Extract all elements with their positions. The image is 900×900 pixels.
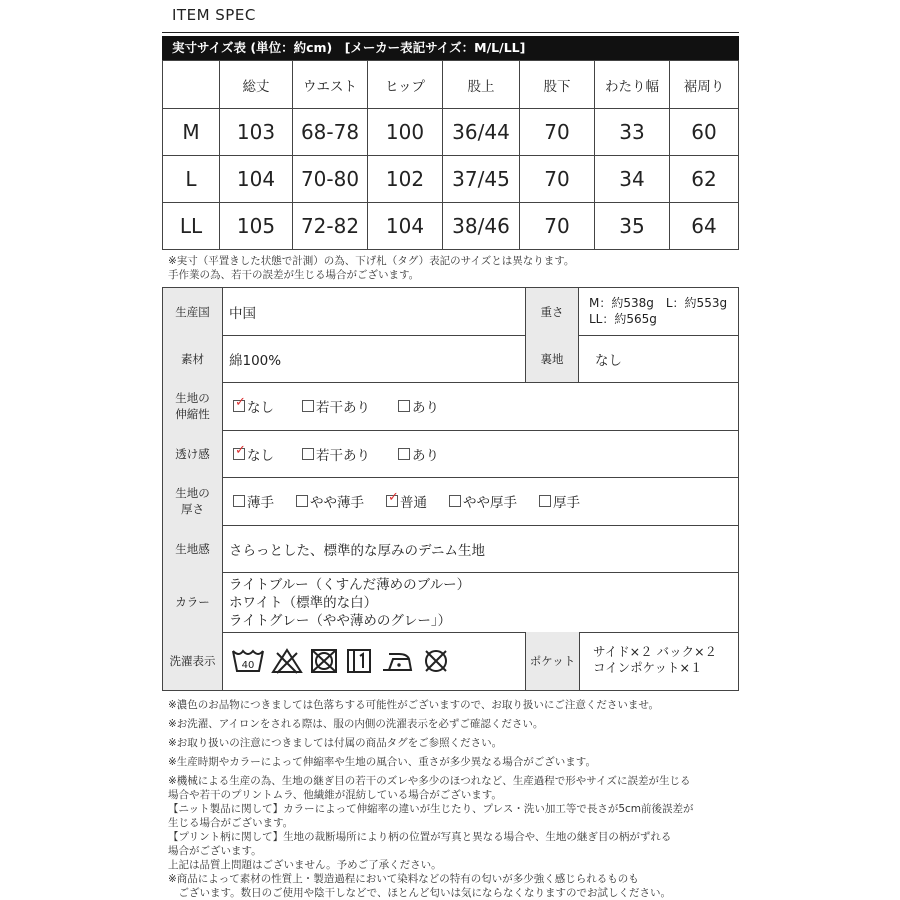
table-cell: 68-78: [293, 109, 368, 156]
table-cell: 64: [670, 203, 739, 250]
feel-label: 生地感: [163, 525, 223, 572]
checkbox: [449, 495, 461, 507]
size-note: ※実寸（平置きした状態で計測）の為、下げ札（タグ）表記のサイズとは異なります。: [168, 255, 575, 267]
option-label: やや薄手: [310, 495, 364, 511]
color-line: ホワイト（標準的な白）: [229, 595, 378, 611]
spec-row-material: [163, 335, 738, 383]
option-label: なし: [247, 447, 274, 464]
table-cell: 105: [220, 203, 293, 250]
footer-note: ※生産時期やカラーによって伸縮率や生地の風合い、重さが多少異なる場合がございます。: [168, 756, 596, 768]
stretch-options: [233, 382, 467, 430]
column-header: 総丈: [220, 61, 293, 109]
thickness-option: [386, 491, 427, 511]
table-cell: 102: [368, 156, 443, 203]
origin-value: 中国: [229, 306, 256, 322]
row-size: M: [163, 109, 220, 156]
pocket-label: ポケット: [525, 632, 580, 690]
option-label: あり: [412, 400, 439, 416]
size-note: 手作業の為、若干の誤差が生じる場合がございます。: [168, 269, 420, 281]
table-cell: 38/46: [443, 203, 520, 250]
option-label: 厚手: [553, 495, 580, 511]
feel-value: さらっとした、標準的な厚みのデニム生地: [229, 542, 485, 559]
color-value: [229, 572, 470, 636]
material-label: 素材: [163, 335, 223, 382]
spec-row-origin: [163, 288, 738, 336]
footer-note: ※商品によって素材の性質上・製造過程において染料などの特有の匂いが多少強く感じられるものも: [168, 873, 639, 885]
origin-label: 生産国: [163, 288, 223, 335]
lining-value: なし: [595, 352, 622, 369]
column-header: ヒップ: [368, 61, 443, 109]
check-mark-icon: ✓: [388, 490, 399, 505]
checkbox: [386, 490, 399, 507]
table-cell: 70: [520, 109, 595, 156]
line-dry-icon: [345, 647, 373, 675]
spec-row-feel: [163, 525, 738, 573]
footer-note: ※濃色のお品物につきましては色落ちする可能性がございますので、お取り扱いにご注意くださいませ。: [168, 699, 660, 711]
table-row: [163, 156, 739, 203]
table-cell: 70-80: [293, 156, 368, 203]
footer-note: 【ニット製品に関して】カラーによって伸縮率の違いが生じたり、プレス・洗い加工等で長さが5cm前後誤差が: [168, 803, 694, 815]
option-label: なし: [247, 400, 274, 416]
size-table: [162, 60, 739, 250]
checkbox: [233, 442, 246, 460]
sheer-label: 透け感: [163, 430, 223, 477]
option-label: やや厚手: [463, 495, 517, 511]
row-size: L: [163, 156, 220, 203]
care-symbols: [231, 647, 451, 675]
pocket-line: サイド×２ バック×２: [593, 644, 718, 659]
spec-row-stretch: [163, 382, 738, 431]
stretch-option: [398, 396, 439, 416]
checkbox: [233, 495, 245, 507]
no-bleach-icon: [271, 647, 303, 675]
pocket-value: [593, 632, 717, 702]
thickness-label: [163, 477, 223, 525]
checkbox: [233, 395, 246, 412]
wash-label: 洗濯表示: [163, 632, 223, 690]
column-header: わたり幅: [595, 61, 670, 109]
footer-note: 【プリント柄に関して】生地の裁断場所により柄の位置が写真と異なる場合や、生地の継ぎ目の柄がずれる: [168, 831, 672, 843]
stretch-option: [302, 396, 370, 416]
table-cell: 33: [595, 109, 670, 156]
footer-note: 生じる場合がございます。: [168, 817, 294, 829]
row-size: LL: [163, 203, 220, 250]
checkbox: [398, 400, 410, 412]
spec-row-color: [163, 572, 738, 633]
sheer-option: [302, 444, 370, 464]
thickness-option: [233, 491, 274, 511]
table-cell: 36/44: [443, 109, 520, 156]
footer-note: ※お取り扱いの注意につきましては付属の商品タグをご参照ください。: [168, 737, 503, 749]
check-mark-icon: ✓: [235, 395, 246, 410]
wash-40-icon: [231, 647, 265, 675]
spec-row-thickness: [163, 477, 738, 526]
wash-icons: [231, 632, 451, 690]
table-cell: 70: [520, 203, 595, 250]
weight-line: LL：約565g: [589, 312, 657, 326]
no-dry-clean-icon: [421, 647, 451, 675]
checkbox: [296, 495, 308, 507]
thickness-option: [539, 491, 580, 511]
lining-label: 裏地: [525, 335, 579, 382]
pocket-line: コインポケット×１: [593, 660, 703, 675]
no-tumble-dry-icon: [309, 647, 339, 675]
title-divider: [162, 32, 739, 33]
check-mark-icon: ✓: [235, 442, 246, 458]
size-notes: [168, 254, 574, 282]
thickness-label-line: 生地の: [175, 486, 210, 500]
material-value: 綿100%: [229, 352, 282, 369]
thickness-label-line: 厚さ: [181, 502, 204, 516]
table-cell: 104: [220, 156, 293, 203]
checkbox: [302, 400, 314, 412]
footer-note: ございます。数日のご使用や陰干しなどで、ほとんど匂いは気にならなくなりますのでお試しください。: [168, 887, 671, 899]
table-row: [163, 109, 739, 156]
thickness-option: [296, 491, 364, 511]
checkbox: [302, 448, 314, 460]
table-cell: 35: [595, 203, 670, 250]
table-row: [163, 203, 739, 250]
page-title: ITEM SPEC: [172, 6, 256, 24]
table-cell: 37/45: [443, 156, 520, 203]
column-header: 股上: [443, 61, 520, 109]
color-label: カラー: [163, 572, 223, 632]
sheer-options: [233, 430, 467, 477]
sheer-option: [233, 444, 274, 464]
thickness-option: [449, 491, 517, 511]
size-table-caption: 実寸サイズ表 (単位：約cm) [メーカー表記サイズ：M/L/LL]: [162, 36, 739, 60]
option-label: 普通: [400, 495, 427, 511]
table-cell: 70: [520, 156, 595, 203]
table-cell: 104: [368, 203, 443, 250]
color-line: ライトブルー（くすんだ薄めのブルー）: [229, 577, 471, 593]
stretch-label-line: 伸縮性: [175, 407, 210, 421]
weight-line: M：約538g L：約553g: [589, 296, 728, 310]
color-line: ライトグレー（やや薄めのグレー」）: [229, 613, 452, 629]
option-label: 薄手: [247, 495, 274, 511]
weight-label: 重さ: [525, 288, 579, 335]
footer-note: ※お洗濯、アイロンをされる際は、服の内側の洗濯表示を必ずご確認ください。: [168, 718, 544, 730]
option-label: あり: [412, 447, 439, 464]
option-label: 若干あり: [316, 400, 370, 416]
spec-row-wash: [163, 632, 738, 690]
checkbox: [398, 448, 410, 460]
table-cell: 72-82: [293, 203, 368, 250]
stretch-label-line: 生地の: [175, 391, 210, 405]
footer-note: 場合がございます。: [168, 845, 262, 857]
footer-note: 上記は品質上問題はございません。予めご了承ください。: [168, 859, 442, 871]
option-label: 若干あり: [316, 447, 370, 464]
wash-temp-label: 40: [241, 660, 255, 671]
stretch-option: [233, 396, 274, 416]
low-iron-icon: [379, 647, 415, 675]
table-cell: 62: [670, 156, 739, 203]
column-header: 裾周り: [670, 61, 739, 109]
column-header: ウエスト: [293, 61, 368, 109]
thickness-options: [233, 477, 580, 525]
checkbox: [539, 495, 551, 507]
table-cell: 103: [220, 109, 293, 156]
size-corner-cell: [163, 61, 220, 109]
sheer-option: [398, 444, 439, 464]
spec-row-sheer: [163, 430, 738, 478]
column-header: 股下: [520, 61, 595, 109]
footer-note: ※機械による生産の為、生地の継ぎ目の若干のズレや多少のほつれなど、生産過程で形やサイズに誤差が生じる: [168, 775, 691, 787]
table-cell: 100: [368, 109, 443, 156]
spec-table: [162, 287, 739, 691]
weight-value: [589, 288, 727, 342]
stretch-label: [163, 382, 223, 430]
table-cell: 60: [670, 109, 739, 156]
table-cell: 34: [595, 156, 670, 203]
footer-note: 場合や若干のプリントムラ、他繊維が混紡している場合がございます。: [168, 789, 502, 801]
